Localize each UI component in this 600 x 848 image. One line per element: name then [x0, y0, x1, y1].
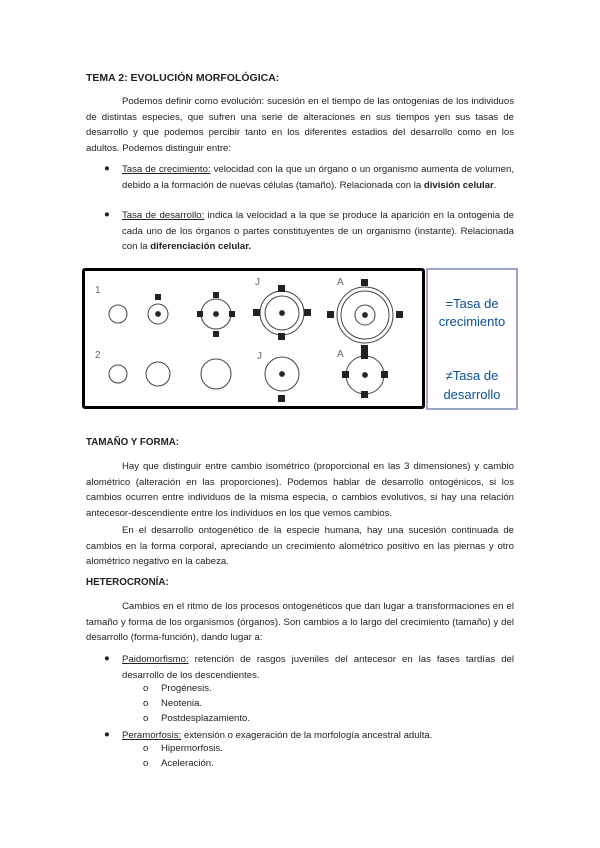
list-item-postdesplazamiento: Postdesplazamiento. — [161, 713, 251, 724]
stage4-nucleus — [280, 311, 285, 316]
stage2-nucleus — [156, 312, 161, 317]
term-paidomorfismo: Paidomorfismo: — [122, 654, 189, 665]
row2-stage5-nucleus — [363, 373, 368, 378]
row2-stage3-circle — [201, 359, 231, 389]
bullet-end: . — [493, 179, 497, 191]
term-tasa-desarrollo: Tasa de desarrollo: — [122, 210, 205, 221]
list-item-aceleracion: Aceleración. — [161, 758, 214, 769]
stage1-circle — [109, 305, 127, 323]
bullet-peramorfosis — [122, 728, 514, 744]
paragraph-isometric: Hay que distinguir entre cambio isométrico (proporcional en las 3 dimensiones) y cambio alométrico (alteración en las proporciones). Podemos hablar de desarrollo ontogénicos, si los cambios ocurren entre individuos de la misma especia, o cambios evolutivos, si hay una relación antecesor-descendiente entre los individuos en los que vemos cambios. — [86, 461, 514, 519]
bullet-text: retención de rasgos juveniles del antecesor en las fases tardías del desarrollo de los descendientes. — [122, 654, 514, 681]
stage-j-row2: J — [257, 351, 262, 362]
row2-squares — [278, 352, 388, 402]
bullet-icon: ● — [104, 729, 110, 740]
bullet-text: indica la velocidad a la que se produce la aparición en la ontogenia de cada uno de los órganos o partes constituyentes de un organismo (instante). Relacionada con la — [122, 210, 514, 253]
stage-a-row1: A — [337, 277, 344, 288]
list-item-neotenia: Neotenia. — [161, 698, 203, 709]
term-peramorfosis: Peramorfosis: — [122, 730, 182, 741]
sub-bullet-icon: o — [143, 683, 149, 694]
row2-stage2-circle — [146, 362, 170, 386]
bullet-icon: ● — [104, 653, 110, 664]
legend-growth: crecimiento — [438, 314, 506, 329]
sub-bullet-icon: o — [143, 758, 149, 769]
sub-bullet-icon: o — [143, 713, 149, 724]
bold-term: diferenciación celular. — [150, 241, 252, 253]
bullet-icon: ● — [104, 209, 110, 220]
sub-bullet-icon: o — [143, 698, 149, 709]
bold-term: división celular — [423, 179, 494, 191]
row2-label: 2 — [95, 350, 101, 361]
legend-equal-rate: =Tasa de — [445, 296, 499, 311]
bullet-paidomorfismo — [122, 652, 514, 683]
intro-paragraph: Podemos definir como evolución: sucesión en el tiempo de las ontogenias de los individuos de distintas especies, que sufren una serie de alteraciones en sus tiempos yen sus tasas de desarrollo y que podemos percibir tanto en los diferentes estadios del desarrollo como en los adultos. Podemos distinguir entre: — [86, 96, 514, 154]
sub-bullet-icon: o — [143, 743, 149, 754]
page-title: TEMA 2: EVOLUCIÓN MORFOLÓGICA: — [86, 72, 280, 84]
bullet-tasa-crecimiento — [122, 162, 514, 193]
legend-development: desarrollo — [443, 387, 501, 402]
row1-label: 1 — [95, 285, 101, 296]
stage5-nucleus — [363, 313, 368, 318]
paragraph-heterocronia: Cambios en el ritmo de los procesos ontogenéticos que dan lugar a transformaciones en el tamaño y forma de los organismos (órganos). Son cambios a lo largo del crecimiento (tamaño) y del desarrollo (forma-función), dando lugar a: — [86, 601, 514, 644]
stage3-nucleus — [214, 312, 219, 317]
bullet-text: extensión o exageración de la morfología ancestral adulta. — [181, 730, 433, 741]
ontogeny-diagram — [85, 271, 422, 406]
bullet-tasa-desarrollo — [122, 208, 514, 255]
stage-a-row2: A — [337, 349, 344, 360]
list-item-progenesis: Progénesis. — [161, 683, 212, 694]
stage-j-row1: J — [255, 277, 260, 288]
bullet-icon: ● — [104, 163, 110, 174]
paragraph-human-ontogeny: En el desarrollo ontogenético de la especie humana, hay una sucesión continuada de cambios en la forma corporal, apreciando un crecimiento alométrico positivo en las piernas y otro alométrico negativo en la cabeza. — [86, 525, 514, 568]
term-tasa-crecimiento: Tasa de crecimiento: — [122, 164, 211, 175]
ontogeny-figure — [82, 268, 425, 409]
legend-not-equal-rate: ≠Tasa de — [445, 368, 499, 383]
row2-stage1-circle — [109, 365, 127, 383]
section-heading-tamano: TAMAÑO Y FORMA: — [86, 437, 180, 448]
section-heading-heterocronia: HETEROCRONÍA: — [86, 577, 169, 588]
legend-box — [426, 268, 518, 410]
list-item-hipermorfosis: Hipermorfosis. — [161, 743, 223, 754]
row2-stage4-nucleus — [280, 372, 285, 377]
bullet-text: velocidad con la que un órgano o un organismo aumenta de volumen, debido a la formación de nuevas células (tamaño). Relacionada con la — [122, 164, 514, 191]
